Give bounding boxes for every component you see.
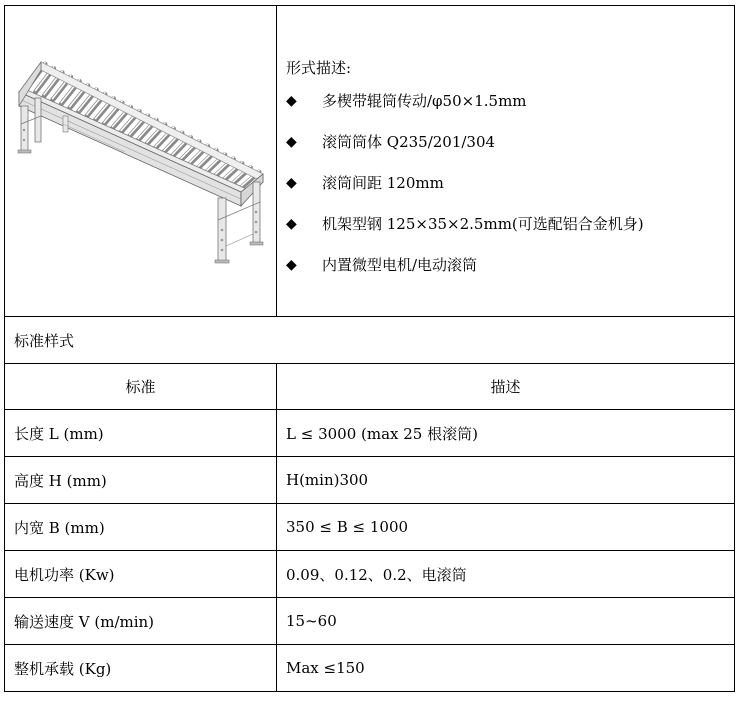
section-row: [5, 317, 735, 364]
conveyor-frame: [18, 62, 263, 263]
description-title: 形式描述:: [286, 59, 352, 77]
section-title: 标准样式: [5, 317, 735, 364]
row-value: Max ≤150: [277, 645, 735, 692]
diamond-bullet-icon: ◆: [286, 256, 297, 273]
feature-item: [286, 90, 725, 111]
row-label: 内宽 B (mm): [5, 504, 277, 551]
row-label: 电机功率 (Kw): [5, 551, 277, 598]
diamond-bullet-icon: ◆: [286, 215, 297, 232]
row-label: 输送速度 V (m/min): [5, 598, 277, 645]
table-row: [5, 504, 735, 551]
table-row: [5, 410, 735, 457]
feature-item: [286, 254, 725, 275]
table-row: [5, 551, 735, 598]
feature-text: 滚筒间距 120mm: [322, 174, 444, 192]
product-row: [5, 6, 735, 317]
illustration-cell: [5, 6, 277, 317]
row-label: 整机承载 (Kg): [5, 645, 277, 692]
feature-text: 内置微型电机/电动滚筒: [322, 256, 478, 274]
roller-conveyor-illustration: [5, 6, 277, 316]
row-label: 长度 L (mm): [5, 410, 277, 457]
row-value: 15~60: [277, 598, 735, 645]
feature-item: [286, 213, 725, 234]
row-label: 高度 H (mm): [5, 457, 277, 504]
description-cell: [277, 6, 735, 317]
table-row: [5, 645, 735, 692]
header-standard: 标准: [5, 364, 277, 410]
feature-text: 滚筒筒体 Q235/201/304: [322, 133, 496, 151]
feature-text: 机架型钢 125×35×2.5mm(可选配铝合金机身): [322, 215, 644, 233]
table-row: [5, 457, 735, 504]
row-value: 350 ≤ B ≤ 1000: [277, 504, 735, 551]
feature-list: [286, 90, 725, 275]
spec-table: [4, 5, 735, 692]
row-value: 0.09、0.12、0.2、电滚筒: [277, 551, 735, 598]
row-value: H(min)300: [277, 457, 735, 504]
diamond-bullet-icon: ◆: [286, 92, 297, 109]
table-row: [5, 598, 735, 645]
table-header-row: [5, 364, 735, 410]
header-description: 描述: [277, 364, 735, 410]
diamond-bullet-icon: ◆: [286, 174, 297, 191]
feature-item: [286, 131, 725, 152]
feature-text: 多楔带辊筒传动/φ50×1.5mm: [322, 92, 527, 110]
diamond-bullet-icon: ◆: [286, 133, 297, 150]
row-value: L ≤ 3000 (max 25 根滚筒): [277, 410, 735, 457]
feature-item: [286, 172, 725, 193]
